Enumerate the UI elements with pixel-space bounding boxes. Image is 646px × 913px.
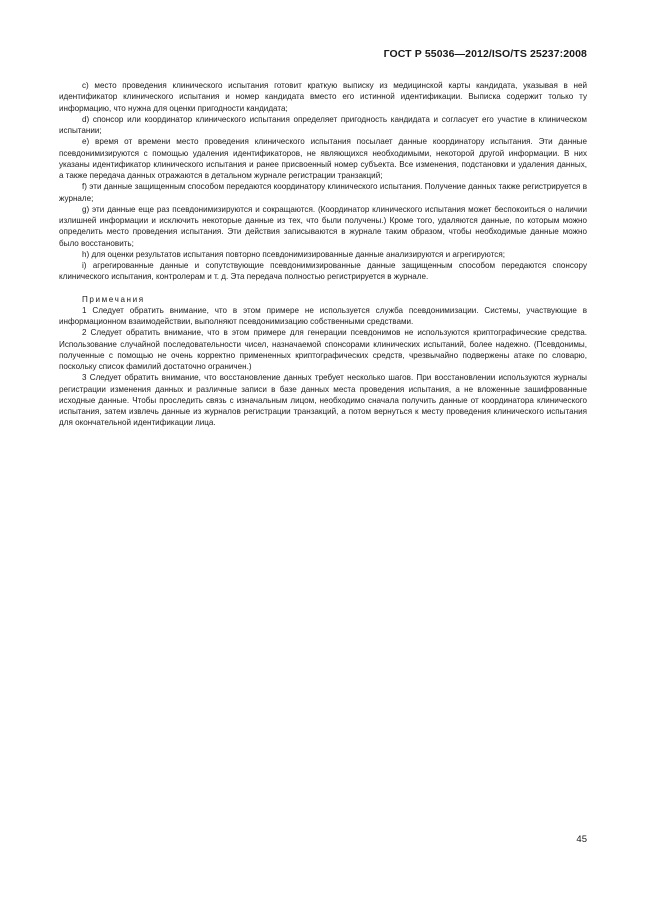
list-item-g: g) эти данные еще раз псевдонимизируются и сокращаются. (Координатор клинического испытания может беспокоиться о наличии излишней информации и исключить некоторые данные из тех, что были получены.) Кроме того, удаляются данные, по которым можно определить место проведения испытания. Эти действия записываются в журнале таким образом, чтобы необходимые данные можно было восстановить;: [59, 204, 587, 248]
list-item-e: e) время от времени место проведения клинического испытания посылает данные координатору испытания. Эти данные псевдонимизируются с помощью удаления идентификаторов, не являющихся необходимыми, некоторой другой информации. В них указаны идентификатор клинического испытания и ранее присвоенный номер субъекта. Все изменения, подстановки и удаления данных, а также передача данных отражаются в детальном журнале регистрации транзакций;: [59, 137, 587, 180]
document-header: ГОСТ Р 55036—2012/ISO/TS 25237:2008: [383, 48, 587, 60]
notes-heading: Примечания: [82, 294, 145, 304]
list-item-h: h) для оценки результатов испытания повторно псевдонимизированные данные анализируются и агрегируются;: [82, 249, 505, 259]
note-3: 3 Следует обратить внимание, что восстановление данных требует несколько шагов. При восстановлении используются журналы регистрации изменения данных и различные записи в базе данных места проведения испытания, а не вложенные зашифрованные исходные данные. Чтобы проследить связь с изначальным лицом, необходимо сначала получить данные от координатора клинического испытания, затем извлечь данные из журналов регистрации транзакций, а потом вернуться к месту проведения клинического испытания для окончательной идентификации лица.: [59, 373, 587, 428]
list-item-d: d) спонсор или координатор клинического испытания определяет пригодность кандидата и согласует его участие в клиническом испытании;: [59, 114, 587, 135]
page-content: [59, 80, 587, 429]
note-1: 1 Следует обратить внимание, что в этом примере не используется служба псевдонимизации. Системы, участвующие в информационном взаимодействии, выполняют псевдонимизацию собственными средствами.: [59, 305, 587, 326]
list-item-c: c) место проведения клинического испытания готовит краткую выписку из медицинской карты кандидата, указывая в ней идентификатор клинического испытания и номер кандидата вместо его истинной идентификации. Выписка содержит только ту информацию, что нужна для оценки пригодности кандидата;: [59, 81, 587, 113]
list-item-f: f) эти данные защищенным способом передаются координатору клинического испытания. Получение данных также регистрируется в журнале;: [59, 182, 587, 203]
page-number: 45: [576, 834, 587, 845]
list-item-i: i) агрегированные данные и сопутствующие псевдонимизированные данные защищенным способом передаются спонсору клинического испытания, контролерам и т. д. Эта передача полностью регистрируется в журнале.: [59, 261, 587, 282]
note-2: 2 Следует обратить внимание, что в этом примере для генерации псевдонимов не используются криптографические средства. Использование случайной последовательности чисел, назначаемой спонсорами клинических испытаний, более надежно. (Псевдонимы, полученные с помощью не очень корректно примененных криптографических средств, чрезвычайно подвержены атаке по словарю, поскольку список фамилий достаточно ограничен.): [59, 328, 587, 371]
